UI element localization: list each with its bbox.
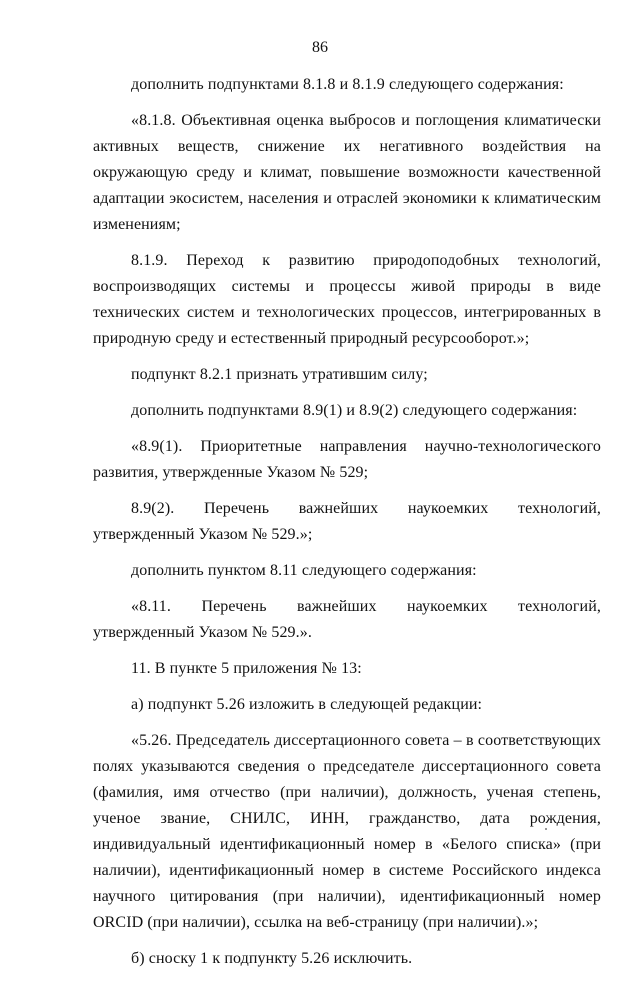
paragraph-8-2-1-void: подпункт 8.2.1 признать утратившим силу; <box>131 366 428 383</box>
page-number: 86 <box>312 39 328 56</box>
paragraph-8-1-9: 8.1.9. Переход к развитию природоподобных технологий, воспроизводящих системы и процессы живой природы в виде технических систем и технологических процессов, интегрированных в природную среду и естественный природный ресурсооборот.»; <box>93 252 601 347</box>
paragraph-8-11: «8.11. Перечень важнейших наукоемких технологий, утвержденный Указом № 529.». <box>93 598 601 641</box>
paragraph-8-1-8: «8.1.8. Объективная оценка выбросов и поглощения климатически активных веществ, снижение их негативного воздействия на окружающую среду и климат, повышение возможности качественной адаптации экосистем, населения и отраслей экономики к климатическим изменениям; <box>93 112 601 233</box>
paragraph-5-26: «5.26. Председатель диссертационного совета – в соответствующих полях указываются сведения о председателе диссертационного совета (фамилия, имя отчество (при наличии), должность, ученая степень, ученое звание, СНИЛС, ИНН, гражданство, дата рождения, индивидуальный идентификационный номер в «Белого списка» (при наличии), идентификационный номер в системе Российского индекса научного цитирования (при наличии), идентификационный номер ORCID (при наличии), ссылка на веб-страницу (при наличии).»; <box>93 732 601 931</box>
paragraph-8-9-1: «8.9(1). Приоритетные направления научно-технологического развития, утвержденные Указом № 529; <box>93 438 601 481</box>
paragraph-add-subitems-8-1-8: дополнить подпунктами 8.1.8 и 8.1.9 следующего содержания: <box>131 76 564 93</box>
scan-speck <box>545 828 547 830</box>
document-body <box>93 72 601 982</box>
paragraph-add-subitems-8-9: дополнить подпунктами 8.9(1) и 8.9(2) следующего содержания: <box>131 402 578 419</box>
paragraph-add-item-8-11: дополнить пунктом 8.11 следующего содержания: <box>131 562 477 579</box>
paragraph-item-11: 11. В пункте 5 приложения № 13: <box>131 660 362 677</box>
paragraph-subitem-a: а) подпункт 5.26 изложить в следующей редакции: <box>131 696 483 713</box>
paragraph-subitem-b: б) сноску 1 к подпункту 5.26 исключить. <box>131 950 413 967</box>
paragraph-8-9-2: 8.9(2). Перечень важнейших наукоемких технологий, утвержденный Указом № 529.»; <box>93 500 601 543</box>
